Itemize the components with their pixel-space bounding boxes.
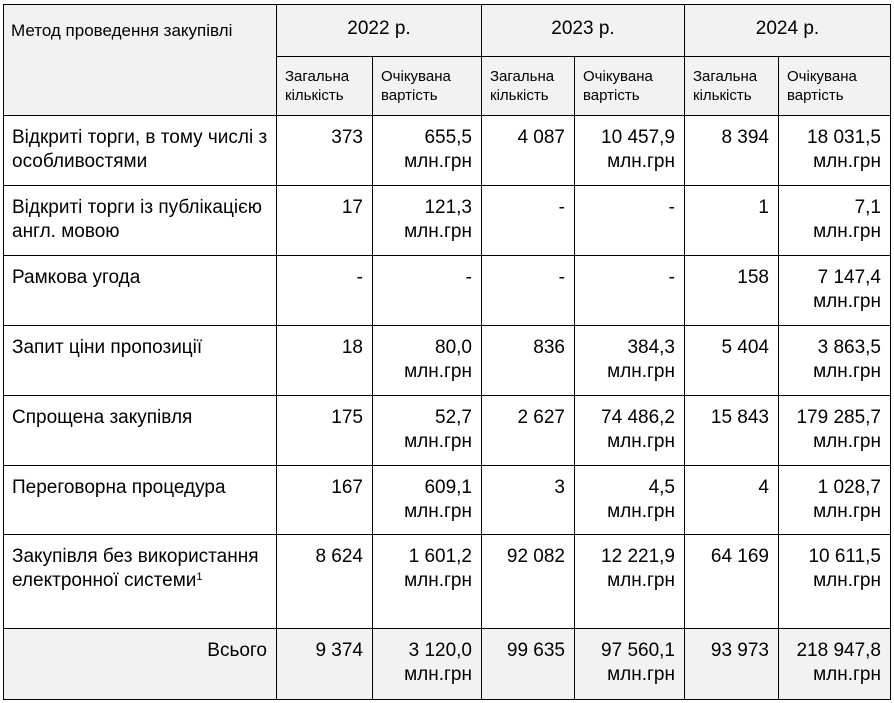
cell-count-2024: 4 — [685, 466, 779, 535]
cell-count-2023: 92 082 — [482, 535, 575, 629]
table-row — [4, 396, 891, 466]
cell-count-2022: 8 624 — [277, 535, 373, 629]
cell-value-2023: - — [575, 186, 685, 256]
total-label: Всього — [4, 629, 277, 700]
cell-value-2024: 10 611,5 млн.грн — [779, 535, 891, 629]
table-row — [4, 116, 891, 186]
cell-count-2024: 5 404 — [685, 326, 779, 396]
cell-value-2022: 52,7 млн.грн — [373, 396, 482, 466]
row-method: Запит ціни пропозиції — [4, 326, 277, 396]
cell-value-2024: 179 285,7 млн.грн — [779, 396, 891, 466]
total-value-2024: 218 947,8 млн.грн — [779, 629, 891, 700]
total-value-2022: 3 120,0 млн.грн — [373, 629, 482, 700]
cell-value-2024: 7,1 млн.грн — [779, 186, 891, 256]
cell-count-2022: - — [277, 256, 373, 326]
cell-count-2023: 4 087 — [482, 116, 575, 186]
procurement-table — [3, 4, 891, 700]
cell-value-2022: 609,1 млн.грн — [373, 466, 482, 535]
cell-value-2022: - — [373, 256, 482, 326]
table-row — [4, 466, 891, 535]
total-count-2023: 99 635 — [482, 629, 575, 700]
row-method: Закупівля без використання електронної системи$^1$ — [4, 535, 277, 629]
cell-value-2024: 1 028,7 млн.грн — [779, 466, 891, 535]
header-year-2023: 2023 р. — [482, 5, 685, 57]
cell-value-2024: 7 147,4 млн.грн — [779, 256, 891, 326]
row-method: Відкриті торги, в тому числі з особливостями — [4, 116, 277, 186]
cell-count-2022: 175 — [277, 396, 373, 466]
table-row — [4, 256, 891, 326]
total-count-2024: 93 973 — [685, 629, 779, 700]
cell-value-2023: 384,3 млн.грн — [575, 326, 685, 396]
cell-value-2022: 80,0 млн.грн — [373, 326, 482, 396]
header-value-2024: Очікувана вартість — [779, 57, 891, 116]
table-row — [4, 535, 891, 629]
cell-value-2023: 4,5 млн.грн — [575, 466, 685, 535]
row-method: Спрощена закупівля — [4, 396, 277, 466]
cell-value-2023: 10 457,9 млн.грн — [575, 116, 685, 186]
row-method: Відкриті торги із публікацією англ. мовою — [4, 186, 277, 256]
header-count-2022: Загальна кількість — [277, 57, 373, 116]
header-value-2023: Очікувана вартість — [575, 57, 685, 116]
cell-count-2023: 3 — [482, 466, 575, 535]
total-value-2023: 97 560,1 млн.грн — [575, 629, 685, 700]
cell-value-2022: 1 601,2 млн.грн — [373, 535, 482, 629]
cell-value-2022: 655,5 млн.грн — [373, 116, 482, 186]
header-method: Метод проведення закупівлі — [4, 5, 277, 116]
row-method: Переговорна процедура — [4, 466, 277, 535]
total-row — [4, 629, 891, 700]
cell-count-2024: 64 169 — [685, 535, 779, 629]
cell-value-2024: 3 863,5 млн.грн — [779, 326, 891, 396]
cell-count-2024: 8 394 — [685, 116, 779, 186]
cell-value-2024: 18 031,5 млн.грн — [779, 116, 891, 186]
cell-count-2023: 836 — [482, 326, 575, 396]
cell-count-2022: 18 — [277, 326, 373, 396]
cell-value-2023: 74 486,2 млн.грн — [575, 396, 685, 466]
header-year-2024: 2024 р. — [685, 5, 891, 57]
header-count-2024: Загальна кількість — [685, 57, 779, 116]
cell-value-2023: 12 221,9 млн.грн — [575, 535, 685, 629]
cell-count-2023: - — [482, 256, 575, 326]
footnote-marker: 1 — [196, 571, 203, 583]
header-value-2022: Очікувана вартість — [373, 57, 482, 116]
cell-count-2024: 1 — [685, 186, 779, 256]
total-count-2022: 9 374 — [277, 629, 373, 700]
cell-count-2023: 2 627 — [482, 396, 575, 466]
cell-value-2022: 121,3 млн.грн — [373, 186, 482, 256]
table-row — [4, 186, 891, 256]
cell-value-2023: - — [575, 256, 685, 326]
row-method: Рамкова угода — [4, 256, 277, 326]
header-count-2023: Загальна кількість — [482, 57, 575, 116]
header-year-2022: 2022 р. — [277, 5, 482, 57]
cell-count-2022: 167 — [277, 466, 373, 535]
table-row — [4, 326, 891, 396]
cell-count-2024: 15 843 — [685, 396, 779, 466]
cell-count-2022: 17 — [277, 186, 373, 256]
cell-count-2024: 158 — [685, 256, 779, 326]
cell-count-2022: 373 — [277, 116, 373, 186]
cell-count-2023: - — [482, 186, 575, 256]
